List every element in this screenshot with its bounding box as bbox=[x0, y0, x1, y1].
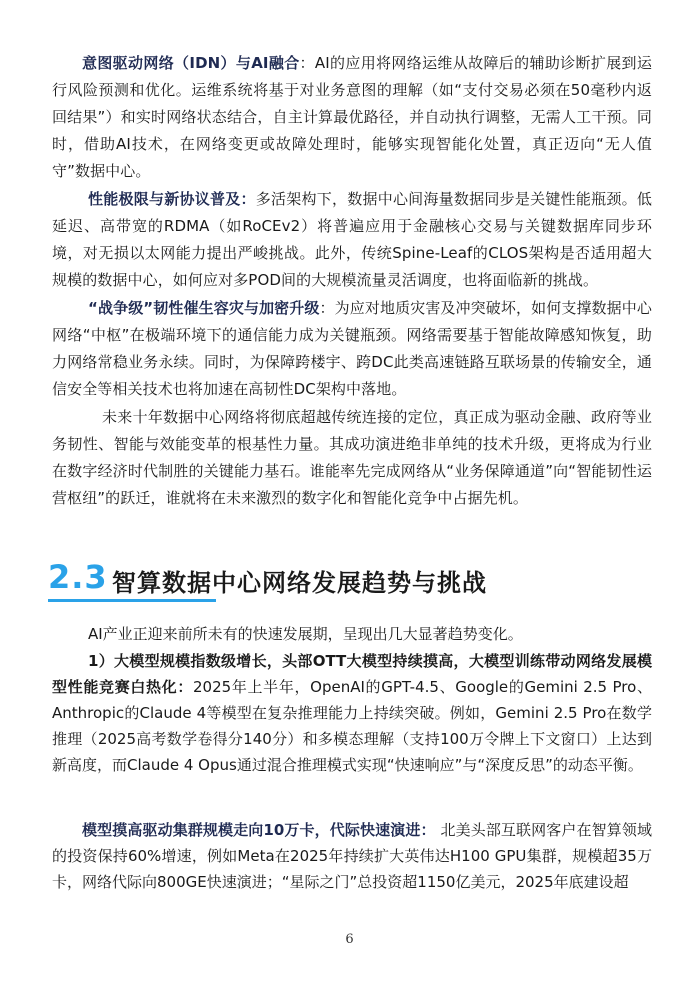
section-title: 智算数据中心网络发展趋势与挑战 bbox=[112, 569, 487, 597]
section-number: 2.3 bbox=[48, 558, 108, 596]
trend-item-1 bbox=[52, 648, 652, 778]
page-number: 6 bbox=[345, 932, 354, 947]
trend-item-2 bbox=[52, 817, 652, 895]
paragraph-heading: 意图驱动网络（IDN）与AI融合 bbox=[82, 54, 300, 72]
paragraph-heading: “战争级”韧性催生容灾与加密升级 bbox=[88, 299, 320, 317]
paragraph-heading: 性能极限与新协议普及： bbox=[88, 190, 256, 208]
paragraph-resilience bbox=[52, 295, 652, 403]
section-heading bbox=[48, 558, 648, 604]
paragraph-future bbox=[52, 404, 652, 512]
paragraph-idn-ai bbox=[52, 50, 652, 185]
trend-heading: 模型摸高驱动集群规模走向10万卡，代际快速演进： bbox=[82, 821, 436, 839]
trend-heading: 1）大模型规模指数级增长，头部OTT大模型持续摸高，大模型训练带动网络发展模型性能竞赛白热化： bbox=[52, 652, 652, 696]
paragraph-body: ：为应对地质灾害及冲突破坏，如何支撑数据中心网络“中枢”在极端环境下的通信能力成为关键瓶颈。网络需要基于智能故障感知恢复，助力网络常稳业务永续。同时，为保障跨楼宇、跨DC此类高速链路互联场景的传输安全，通信安全等相关技术也将加速在高韧性DC架构中落地。 bbox=[52, 299, 652, 398]
paragraph-body: 多活架构下，数据中心间海量数据同步是关键性能瓶颈。低延迟、高带宽的RDMA（如RoCEv2）将普遍应用于金融核心交易与关键数据库同步环境，对无损以太网能力提出严峻挑战。此外，传统Spine-Leaf的CLOS架构是否适用超大规模的数据中心，如何应对多POD间的大规模流量灵活调度，也将面临新的挑战。 bbox=[52, 190, 652, 289]
trend-body: 2025年上半年，OpenAI的GPT-4.5、Google的Gemini 2.5 Pro、Anthropic的Claude 4等模型在复杂推理能力上持续突破。例如，Gemini 2.5 Pro在数学推理（2025高考数学卷得分140分）和多模态理解（支持100万令牌上下文窗口）上达到新高度，而Claude 4 Opus通过混合推理模式实现“快速响应”与“深度反思”的动态平衡。 bbox=[52, 678, 652, 774]
paragraph-body: 未来十年数据中心网络将彻底超越传统连接的定位，真正成为驱动金融、政府等业务韧性、智能与效能变革的根基性力量。其成功演进绝非单纯的技术升级，更将成为行业在数字经济时代制胜的关键能力基石。谁能率先完成网络从“业务保障通道”向“智能韧性运营枢纽”的跃迁，谁就将在未来激烈的数字化和智能化竞争中占据先机。 bbox=[52, 408, 652, 507]
section-intro: AI产业正迎来前所未有的快速发展期，呈现出几大显著趋势变化。 bbox=[88, 625, 523, 643]
paragraph-body: ：AI的应用将网络运维从故障后的辅助诊断扩展到运行风险预测和优化。运维系统将基于对业务意图的理解（如“支付交易必须在50毫秒内返回结果”）和实时网络状态结合，自主计算最优路径，并自动执行调整，无需人工干预。同时，借助AI技术，在网络变更或故障处理时，能够实现智能化处置，真正迈向“无人值守”数据中心。 bbox=[52, 54, 652, 180]
trend-body: 北美头部互联网客户在智算领域的投资保持60%增速，例如Meta在2025年持续扩大英伟达H100 GPU集群，规模超35万卡，网络代际向800GE快速演进；“星际之门”总投资超1150亿美元，2025年底建设超 bbox=[52, 821, 652, 891]
section-underline bbox=[48, 599, 216, 602]
paragraph-performance bbox=[52, 186, 652, 294]
